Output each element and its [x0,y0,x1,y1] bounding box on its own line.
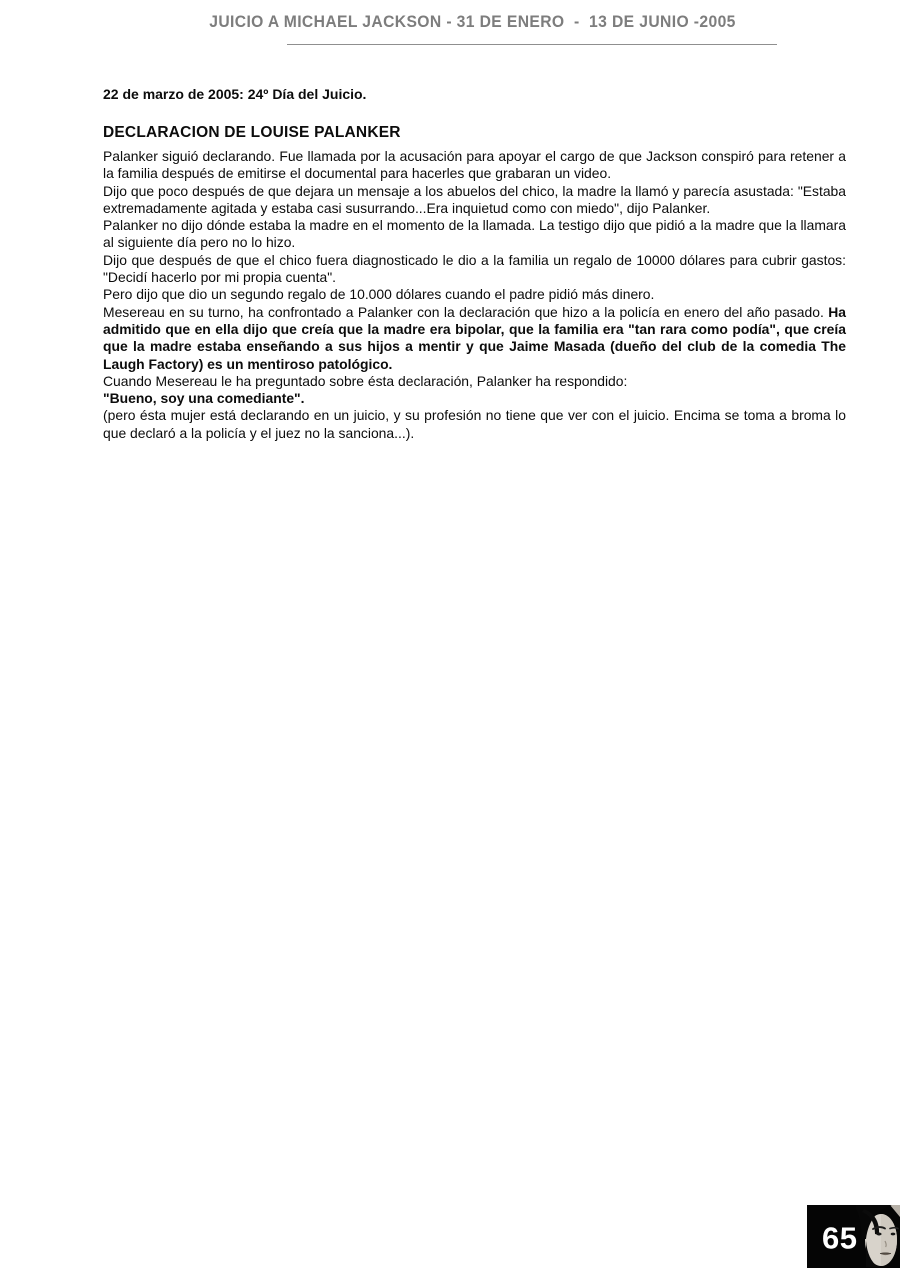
page-number: 65 [822,1219,858,1255]
paragraph [103,304,846,373]
paragraph-bold-run: "Bueno, soy una comediante". [103,390,305,407]
paragraph [103,183,846,218]
header-title: JUICIO A MICHAEL JACKSON - 31 DE ENERO - 13 DE JUNIO -2005 [209,13,736,31]
paragraph-run: Palanker siguió declarando. Fue llamada por la acusación para apoyar el cargo de que Jackson conspiró para retener a la familia después de emitirse el documental para hacerles que grabaran un video. [103,148,846,182]
paragraph-run: Palanker no dijo dónde estaba la madre en el momento de la llamada. La testigo dijo que pidió a la madre que la llamara al siguiente día pero no lo hizo. [103,217,846,251]
article-content [103,86,846,442]
paragraph-run: Dijo que poco después de que dejara un mensaje a los abuelos del chico, la madre la llamó y parecía asustada: "Estaba extremadamente agitada y estaba casi susurrando...Era inquietud como con miedo", dijo Palanker. [103,182,846,216]
michael-jackson-face-image [856,1205,900,1268]
section-heading: DECLARACION DE LOUISE PALANKER [103,124,401,141]
paragraph [103,407,846,442]
paragraph-run: (pero ésta mujer está declarando en un juicio, y su profesión no tiene que ver con el juicio. Encima se toma a broma lo que declaró a la policía y el juez no la sanciona...). [103,407,846,441]
paragraph [103,148,846,183]
article-paragraphs [103,148,846,442]
paragraph-run: Mesereau en su turno, ha confrontado a Palanker con la declaración que hizo a la policía en enero del año pasado. [103,303,829,320]
paragraph-run: Dijo que después de que el chico fuera diagnosticado le dio a la familia un regalo de 10000 dólares para cubrir gastos: "Decidí hacerlo por mi propia cuenta". [103,251,846,286]
header-rule [287,44,777,45]
paragraph [103,252,846,287]
paragraph-run: Pero dijo que dio un segundo regalo de 10.000 dólares cuando el padre pidió más dinero. [103,286,655,303]
paragraph-bold-run: Ha admitido que en ella dijo que creía que la madre era bipolar, que la familia era "tan rara como podía", que creía que la madre estaba enseñando a sus hijos a mentir y que Jaime Masada (dueño del club de la comedia The Laugh Factory) es un mentiroso patológico. [103,303,846,372]
paragraph [103,373,846,390]
page-number-badge [807,1205,900,1268]
paragraph [103,217,846,252]
paragraph [103,286,846,303]
paragraph [103,390,846,407]
paragraph-run: Cuando Mesereau le ha preguntado sobre ésta declaración, Palanker ha respondido: [103,372,628,389]
date-heading: 22 de marzo de 2005: 24º Día del Juicio. [103,86,367,102]
